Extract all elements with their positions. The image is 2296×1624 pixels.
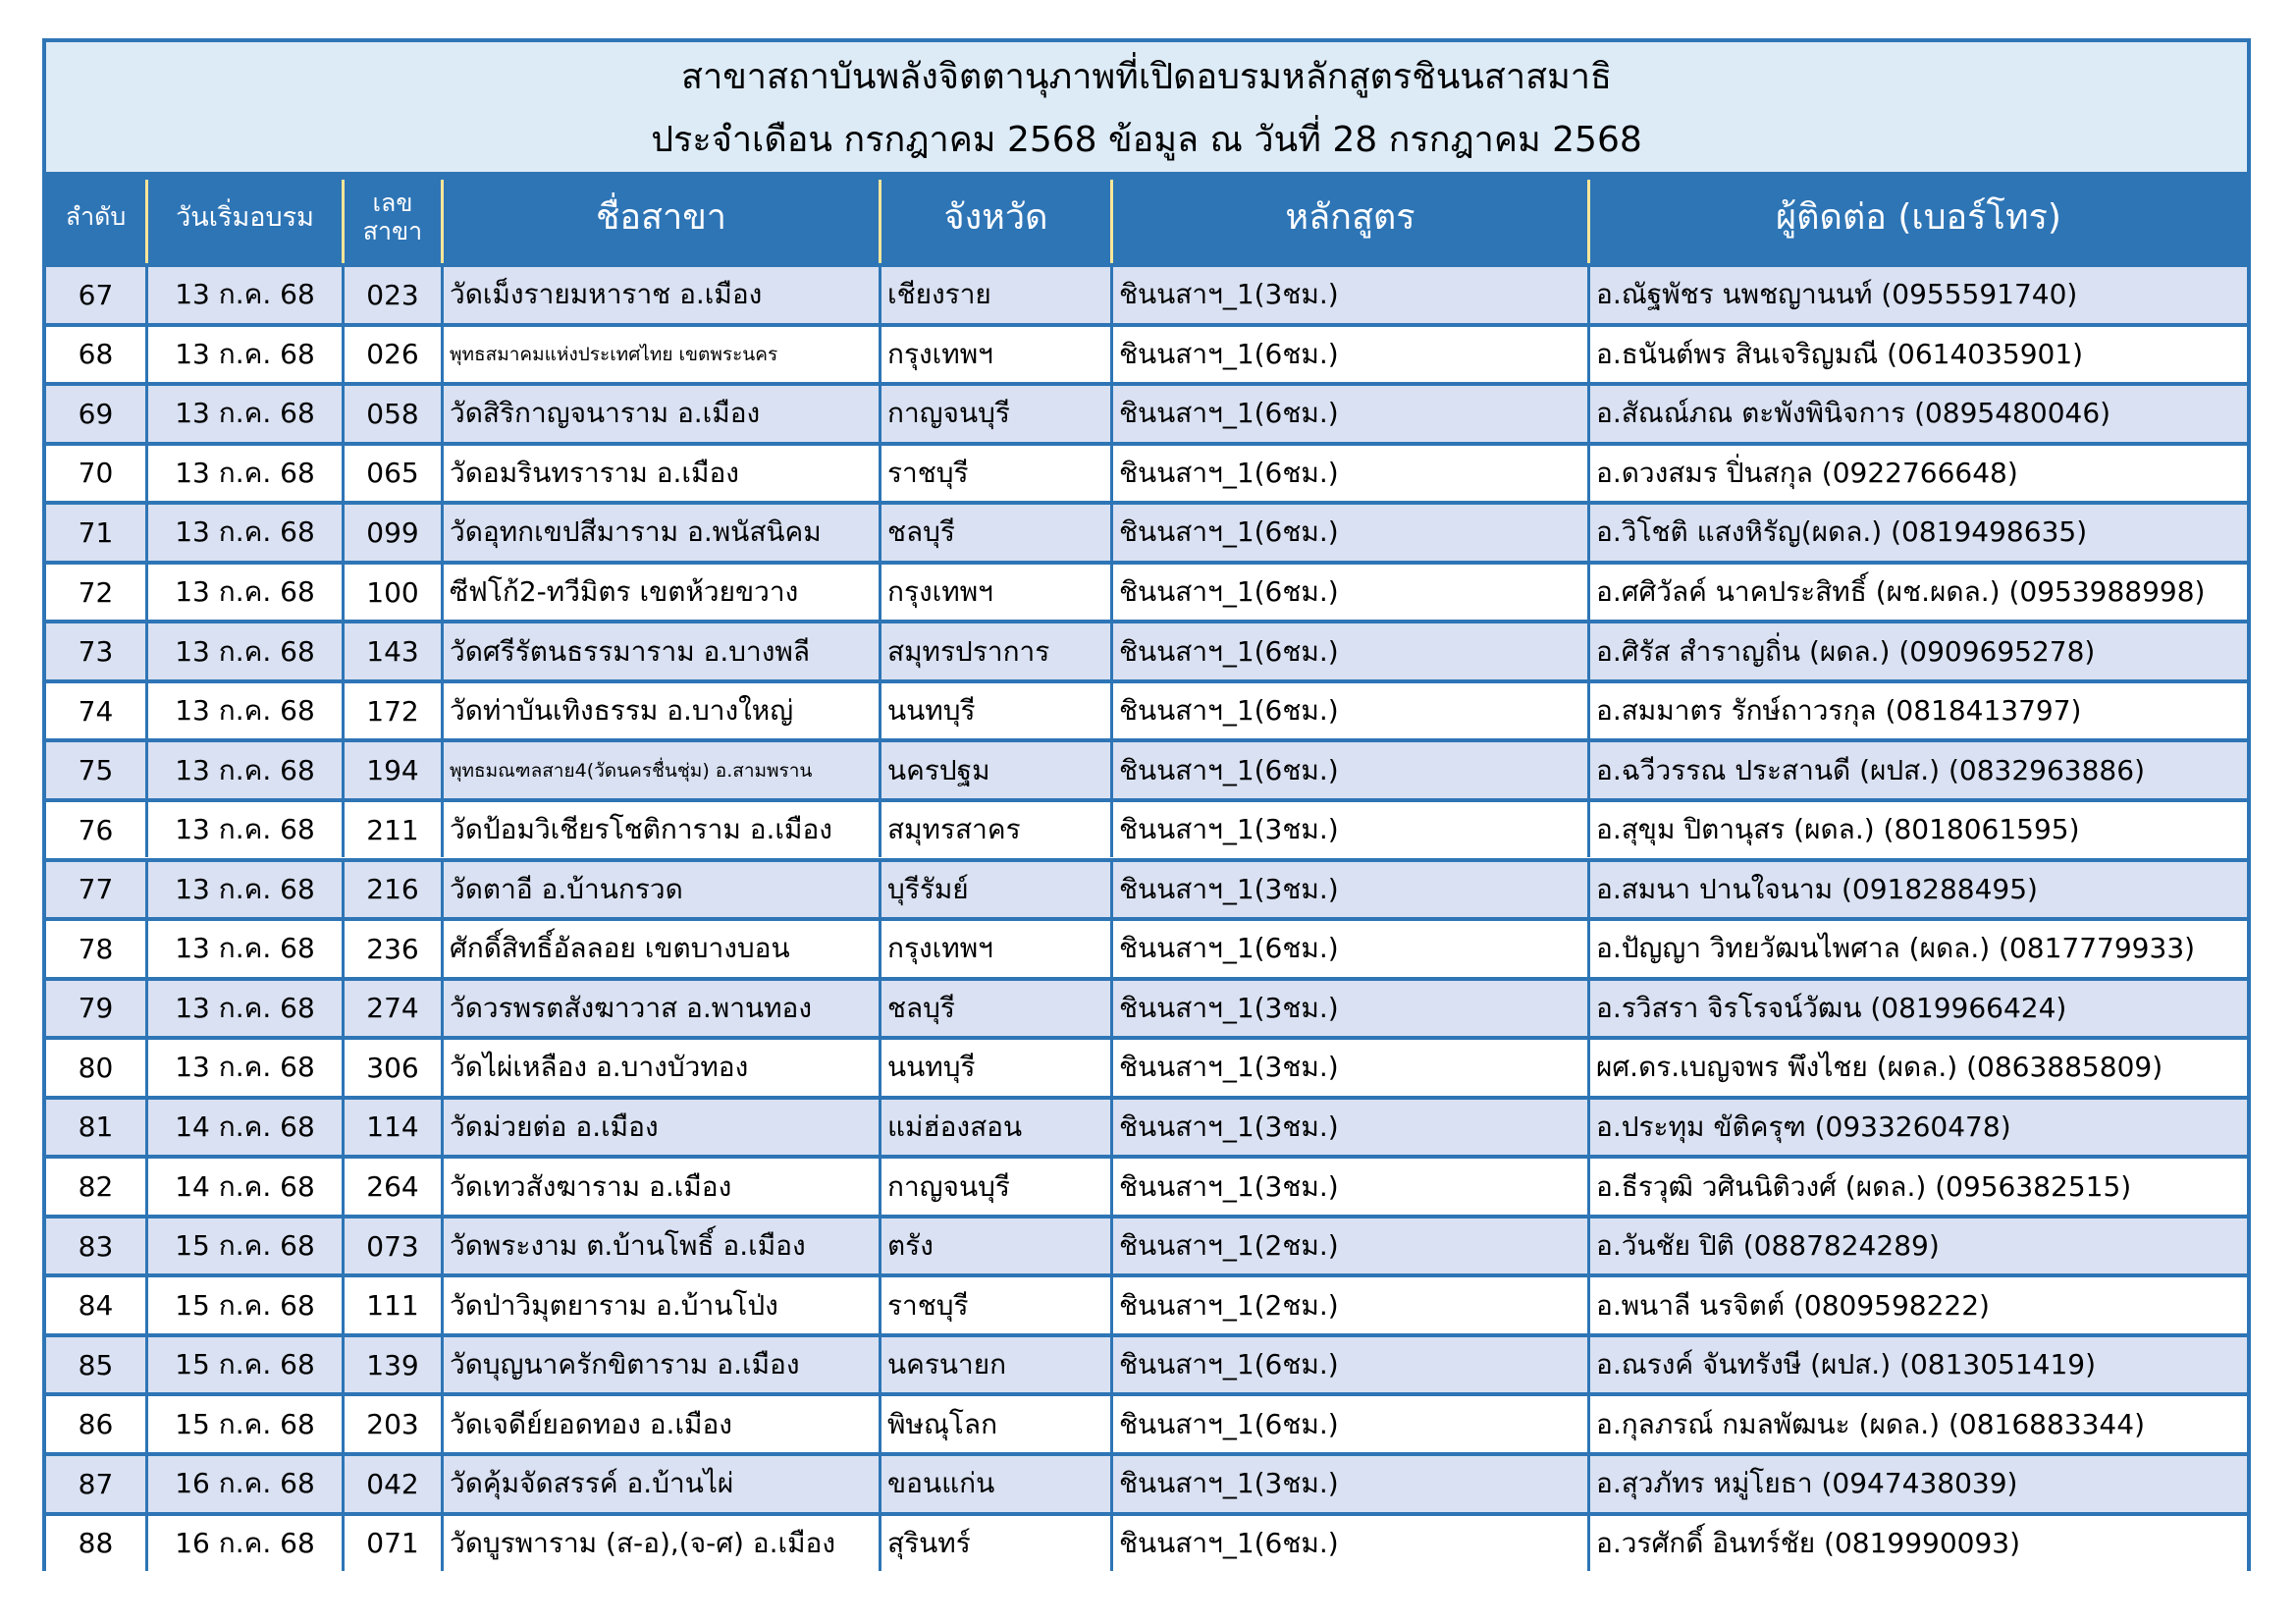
cell-start-date: 15 ก.ค. 68 xyxy=(145,1396,342,1452)
cell-course: ชินนสาฯ_1(2ชม.) xyxy=(1110,1218,1587,1274)
cell-course: ชินนสาฯ_1(3ชม.) xyxy=(1110,267,1587,323)
table-row xyxy=(46,1096,2247,1156)
cell-start-date: 13 ก.ค. 68 xyxy=(145,921,342,977)
cell-contact: อ.วรศักดิ์ อินทร์ชัย (0819990093) xyxy=(1587,1516,2247,1572)
cell-branch-no: 099 xyxy=(342,505,441,561)
cell-branch-name: วัดศรีรัตนธรรมาราม อ.บางพลี xyxy=(441,623,879,679)
cell-contact: ผศ.ดร.เบญจพร พึงไชย (ผดล.) (0863885809) xyxy=(1587,1040,2247,1096)
cell-contact: อ.ปัญญา วิทยวัฒนไพศาล (ผดล.) (0817779933) xyxy=(1587,921,2247,977)
cell-row-no: 84 xyxy=(78,1289,114,1323)
cell-branch-name: วัดท่าบันเทิงธรรม อ.บางใหญ่ xyxy=(441,683,879,739)
cell-course: ชินนสาฯ_1(3ชม.) xyxy=(1110,862,1587,918)
cell-course: ชินนสาฯ_1(3ชม.) xyxy=(1110,802,1587,858)
cell-row-no: 88 xyxy=(78,1527,114,1560)
table-row xyxy=(46,442,2247,502)
cell-row-no: 81 xyxy=(78,1110,114,1144)
column-header-branch-no xyxy=(342,180,441,263)
cell-province: นครนายก xyxy=(879,1337,1110,1393)
cell-contact: อ.พนาลี นรจิตต์ (0809598222) xyxy=(1587,1277,2247,1333)
cell-course: ชินนสาฯ_1(6ชม.) xyxy=(1110,921,1587,977)
table-row xyxy=(46,1273,2247,1333)
table-header-row xyxy=(46,172,2247,263)
cell-row-no: 71 xyxy=(78,515,114,549)
cell-province: สมุทรสาคร xyxy=(879,802,1110,858)
cell-province: นนทบุรี xyxy=(879,1040,1110,1096)
cell-row-no: 86 xyxy=(78,1408,114,1441)
cell-row-no: 77 xyxy=(78,873,114,906)
cell-branch-no: 216 xyxy=(342,862,441,918)
cell-start-date: 15 ก.ค. 68 xyxy=(145,1337,342,1393)
cell-start-date: 13 ก.ค. 68 xyxy=(145,981,342,1037)
cell-row-no: 72 xyxy=(78,575,114,609)
cell-contact: อ.รวิสรา จิรโรจน์วัฒน (0819966424) xyxy=(1587,981,2247,1037)
cell-start-date: 14 ก.ค. 68 xyxy=(145,1100,342,1156)
cell-contact: อ.ณรงค์ จันทรังษี (ผปส.) (0813051419) xyxy=(1587,1337,2247,1393)
cell-start-date: 15 ก.ค. 68 xyxy=(145,1218,342,1274)
cell-row-no: 82 xyxy=(78,1170,114,1203)
cell-row-no: 85 xyxy=(78,1348,114,1381)
cell-start-date: 13 ก.ค. 68 xyxy=(145,802,342,858)
branch-no-line1: เลข xyxy=(372,188,413,217)
table-row xyxy=(46,382,2247,442)
cell-start-date: 13 ก.ค. 68 xyxy=(145,683,342,739)
cell-course: ชินนสาฯ_1(3ชม.) xyxy=(1110,1456,1587,1512)
cell-course: ชินนสาฯ_1(6ชม.) xyxy=(1110,1337,1587,1393)
cell-branch-no: 306 xyxy=(342,1040,441,1096)
cell-branch-name: วัดเทวสังฆาราม อ.เมือง xyxy=(441,1159,879,1215)
cell-row-no: 75 xyxy=(78,754,114,787)
cell-branch-no: 172 xyxy=(342,683,441,739)
cell-contact: อ.ธนันต์พร สินเจริญมณี (0614035901) xyxy=(1587,327,2247,383)
cell-branch-name: ซีฟโก้2-ทวีมิตร เขตห้วยขวาง xyxy=(441,565,879,621)
cell-course: ชินนสาฯ_1(6ชม.) xyxy=(1110,683,1587,739)
cell-province: ราชบุรี xyxy=(879,446,1110,502)
table-row xyxy=(46,917,2247,977)
cell-branch-name: วัดพระงาม ต.บ้านโพธิ์ อ.เมือง xyxy=(441,1218,879,1274)
cell-province: กาญจนบุรี xyxy=(879,1159,1110,1215)
cell-start-date: 14 ก.ค. 68 xyxy=(145,1159,342,1215)
cell-province: ชลบุรี xyxy=(879,981,1110,1037)
table-row xyxy=(46,1512,2247,1572)
cell-province: นนทบุรี xyxy=(879,683,1110,739)
cell-contact: อ.สุขุม ปิตานุสร (ผดล.) (8018061595) xyxy=(1587,802,2247,858)
cell-row-no: 73 xyxy=(78,635,114,669)
cell-province: กรุงเทพฯ xyxy=(879,565,1110,621)
cell-branch-no: 100 xyxy=(342,565,441,621)
cell-contact: อ.สัณณ์ภณ ตะพังพินิจการ (0895480046) xyxy=(1587,386,2247,442)
table-title-block xyxy=(46,42,2247,172)
cell-course: ชินนสาฯ_1(3ชม.) xyxy=(1110,1040,1587,1096)
cell-course: ชินนสาฯ_1(3ชม.) xyxy=(1110,981,1587,1037)
cell-course: ชินนสาฯ_1(6ชม.) xyxy=(1110,327,1587,383)
cell-branch-name: วัดเม็งรายมหาราช อ.เมือง xyxy=(441,267,879,323)
cell-province: ชลบุรี xyxy=(879,505,1110,561)
cell-row-no: 74 xyxy=(78,694,114,728)
cell-branch-name: วัดป้อมวิเชียรโชติการาม อ.เมือง xyxy=(441,802,879,858)
cell-branch-no: 194 xyxy=(342,742,441,798)
cell-branch-name: วัดป่าวิมุตยาราม อ.บ้านโป่ง xyxy=(441,1277,879,1333)
cell-start-date: 13 ก.ค. 68 xyxy=(145,1040,342,1096)
cell-row-no: 76 xyxy=(78,813,114,846)
cell-course: ชินนสาฯ_1(6ชม.) xyxy=(1110,505,1587,561)
cell-row-no: 69 xyxy=(78,397,114,430)
cell-course: ชินนสาฯ_1(6ชม.) xyxy=(1110,1396,1587,1452)
cell-branch-no: 143 xyxy=(342,623,441,679)
cell-course: ชินนสาฯ_1(3ชม.) xyxy=(1110,1100,1587,1156)
cell-province: ราชบุรี xyxy=(879,1277,1110,1333)
table-row xyxy=(46,263,2247,323)
cell-province: เชียงราย xyxy=(879,267,1110,323)
cell-start-date: 13 ก.ค. 68 xyxy=(145,742,342,798)
cell-start-date: 13 ก.ค. 68 xyxy=(145,505,342,561)
cell-row-no: 68 xyxy=(78,338,114,371)
cell-row-no: 67 xyxy=(78,278,114,311)
cell-row-no: 87 xyxy=(78,1467,114,1500)
cell-contact: อ.วันชัย ปิติ (0887824289) xyxy=(1587,1218,2247,1274)
cell-branch-no: 236 xyxy=(342,921,441,977)
cell-contact: อ.ดวงสมร ปิ่นสกุล (0922766648) xyxy=(1587,446,2247,502)
cell-course: ชินนสาฯ_1(6ชม.) xyxy=(1110,565,1587,621)
cell-branch-name: วัดบูรพาราม (ส-อ),(จ-ศ) อ.เมือง xyxy=(441,1516,879,1572)
cell-branch-name: วัดคุ้มจัดสรรค์ อ.บ้านไผ่ xyxy=(441,1456,879,1512)
column-header-province: จังหวัด xyxy=(879,180,1110,263)
table-row xyxy=(46,738,2247,798)
table-row xyxy=(46,1215,2247,1274)
cell-row-no: 78 xyxy=(78,932,114,965)
cell-branch-no: 114 xyxy=(342,1100,441,1156)
cell-branch-name: พุทธมณฑลสาย4(วัดนครชื่นชุ่ม) อ.สามพราน xyxy=(441,742,879,798)
cell-start-date: 13 ก.ค. 68 xyxy=(145,565,342,621)
cell-branch-name: วัดบุญนาครักขิตาราม อ.เมือง xyxy=(441,1337,879,1393)
cell-branch-name: วัดม่วยต่อ อ.เมือง xyxy=(441,1100,879,1156)
cell-branch-no: 042 xyxy=(342,1456,441,1512)
cell-branch-no: 065 xyxy=(342,446,441,502)
cell-branch-no: 274 xyxy=(342,981,441,1037)
cell-province: สุรินทร์ xyxy=(879,1516,1110,1572)
cell-row-no: 80 xyxy=(78,1051,114,1084)
cell-start-date: 13 ก.ค. 68 xyxy=(145,862,342,918)
training-branches-table xyxy=(42,38,2251,1571)
table-row xyxy=(46,1392,2247,1452)
cell-start-date: 16 ก.ค. 68 xyxy=(145,1456,342,1512)
cell-row-no: 79 xyxy=(78,992,114,1025)
table-row xyxy=(46,1452,2247,1512)
cell-branch-no: 058 xyxy=(342,386,441,442)
cell-start-date: 13 ก.ค. 68 xyxy=(145,446,342,502)
cell-branch-no: 071 xyxy=(342,1516,441,1572)
cell-contact: อ.สุวภัทร หมู่โยธา (0947438039) xyxy=(1587,1456,2247,1512)
cell-row-no: 70 xyxy=(78,457,114,490)
table-row xyxy=(46,1155,2247,1215)
table-row xyxy=(46,858,2247,918)
cell-contact: อ.สมนา ปานใจนาม (0918288495) xyxy=(1587,862,2247,918)
cell-contact: อ.ศศิวัลค์ นาคประสิทธิ์ (ผช.ผดล.) (0953988998) xyxy=(1587,565,2247,621)
cell-branch-name: พุทธสมาคมแห่งประเทศไทย เขตพระนคร xyxy=(441,327,879,383)
table-row xyxy=(46,501,2247,561)
table-row xyxy=(46,1036,2247,1096)
cell-branch-no: 111 xyxy=(342,1277,441,1333)
cell-start-date: 13 ก.ค. 68 xyxy=(145,386,342,442)
table-row xyxy=(46,679,2247,739)
table-title: สาขาสถาบันพลังจิตตานุภาพที่เปิดอบรมหลักสูตรชินนสาสมาธิ xyxy=(681,57,1612,97)
cell-start-date: 16 ก.ค. 68 xyxy=(145,1516,342,1572)
cell-branch-name: วัดเจดีย์ยอดทอง อ.เมือง xyxy=(441,1396,879,1452)
table-row xyxy=(46,561,2247,621)
cell-contact: อ.ประทุม ขัติครุฑ (0933260478) xyxy=(1587,1100,2247,1156)
cell-province: ขอนแก่น xyxy=(879,1456,1110,1512)
cell-contact: อ.ฉวีวรรณ ประสานดี (ผปส.) (0832963886) xyxy=(1587,742,2247,798)
cell-course: ชินนสาฯ_1(6ชม.) xyxy=(1110,1516,1587,1572)
cell-province: พิษณุโลก xyxy=(879,1396,1110,1452)
cell-course: ชินนสาฯ_1(6ชม.) xyxy=(1110,623,1587,679)
cell-branch-name: ศักดิ์สิทธิ์อัลลอย เขตบางบอน xyxy=(441,921,879,977)
cell-course: ชินนสาฯ_1(6ชม.) xyxy=(1110,446,1587,502)
column-header-start-date: วันเริ่มอบรม xyxy=(145,180,342,263)
cell-branch-no: 073 xyxy=(342,1218,441,1274)
table-row xyxy=(46,977,2247,1037)
cell-start-date: 13 ก.ค. 68 xyxy=(145,267,342,323)
cell-branch-name: วัดอุทกเขปสีมาราม อ.พนัสนิคม xyxy=(441,505,879,561)
cell-contact: อ.ธีรวุฒิ วศินนิติวงศ์ (ผดล.) (0956382515) xyxy=(1587,1159,2247,1215)
cell-contact: อ.ณัฐพัชร นพชญานนท์ (0955591740) xyxy=(1587,267,2247,323)
cell-start-date: 13 ก.ค. 68 xyxy=(145,623,342,679)
cell-province: ตรัง xyxy=(879,1218,1110,1274)
cell-course: ชินนสาฯ_1(2ชม.) xyxy=(1110,1277,1587,1333)
cell-contact: อ.ศิรัส สำราญถิ่น (ผดล.) (0909695278) xyxy=(1587,623,2247,679)
cell-province: นครปฐม xyxy=(879,742,1110,798)
column-header-no: ลำดับ xyxy=(65,202,127,232)
cell-province: กรุงเทพฯ xyxy=(879,921,1110,977)
cell-course: ชินนสาฯ_1(3ชม.) xyxy=(1110,1159,1587,1215)
cell-course: ชินนสาฯ_1(6ชม.) xyxy=(1110,386,1587,442)
cell-branch-name: วัดวรพรตสังฆาวาส อ.พานทอง xyxy=(441,981,879,1037)
cell-contact: อ.วิโชติ แสงหิรัญ(ผดล.) (0819498635) xyxy=(1587,505,2247,561)
cell-course: ชินนสาฯ_1(6ชม.) xyxy=(1110,742,1587,798)
cell-start-date: 15 ก.ค. 68 xyxy=(145,1277,342,1333)
table-row xyxy=(46,620,2247,679)
column-header-course: หลักสูตร xyxy=(1110,180,1587,263)
cell-branch-no: 264 xyxy=(342,1159,441,1215)
cell-start-date: 13 ก.ค. 68 xyxy=(145,327,342,383)
cell-branch-no: 139 xyxy=(342,1337,441,1393)
cell-province: สมุทรปราการ xyxy=(879,623,1110,679)
cell-branch-no: 211 xyxy=(342,802,441,858)
cell-branch-name: วัดไผ่เหลือง อ.บางบัวทอง xyxy=(441,1040,879,1096)
table-row xyxy=(46,323,2247,383)
cell-branch-name: วัดสิริกาญจนาราม อ.เมือง xyxy=(441,386,879,442)
cell-province: กรุงเทพฯ xyxy=(879,327,1110,383)
branch-no-line2: สาขา xyxy=(362,216,423,245)
cell-province: บุรีรัมย์ xyxy=(879,862,1110,918)
cell-province: กาญจนบุรี xyxy=(879,386,1110,442)
column-header-branch-name: ชื่อสาขา xyxy=(441,180,879,263)
cell-branch-no: 026 xyxy=(342,327,441,383)
cell-branch-name: วัดตาอี อ.บ้านกรวด xyxy=(441,862,879,918)
cell-branch-no: 203 xyxy=(342,1396,441,1452)
cell-contact: อ.สมมาตร รักษ์ถาวรกุล (0818413797) xyxy=(1587,683,2247,739)
table-row xyxy=(46,798,2247,858)
table-row xyxy=(46,1333,2247,1393)
column-header-contact: ผู้ติดต่อ (เบอร์โทร) xyxy=(1587,180,2247,263)
cell-province: แม่ฮ่องสอน xyxy=(879,1100,1110,1156)
cell-row-no: 83 xyxy=(78,1229,114,1263)
cell-branch-name: วัดอมรินทราราม อ.เมือง xyxy=(441,446,879,502)
cell-contact: อ.กุลภรณ์ กมลพัฒนะ (ผดล.) (0816883344) xyxy=(1587,1396,2247,1452)
cell-branch-no: 023 xyxy=(342,267,441,323)
table-subtitle: ประจำเดือน กรกฎาคม 2568 ข้อมูล ณ วันที่ 28 กรกฎาคม 2568 xyxy=(651,120,1642,160)
